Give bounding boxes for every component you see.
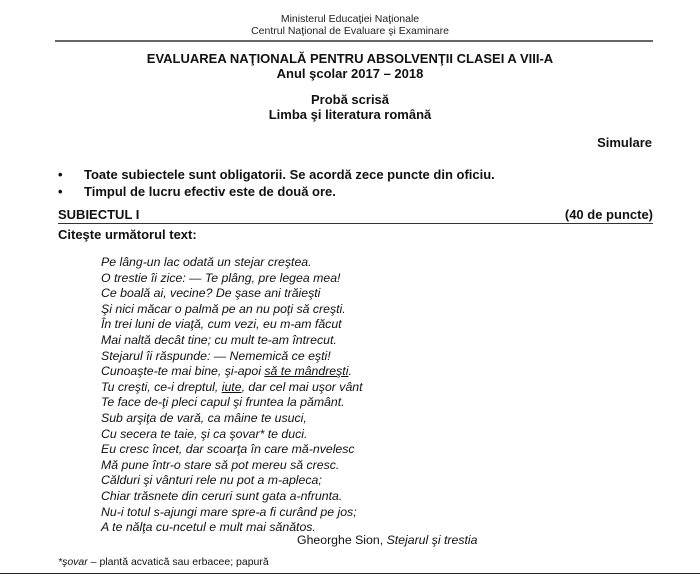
poem-text — [101, 255, 363, 536]
instruction-text: Toate subiectele sunt obligatorii. Se acordă zece puncte din oficiu. — [84, 167, 495, 182]
subject-header — [58, 207, 653, 224]
poem-line-text: , dar cel mai uşor vânt — [241, 379, 363, 394]
bullet-icon: • — [58, 184, 63, 199]
footnote-term: *şovar — [58, 556, 88, 568]
poem-line: Chiar trăsnete din ceruri sunt gata a-nfrunta. — [101, 488, 343, 503]
poem-line-text: . — [348, 364, 352, 379]
poem-line: Sub arşiţa de vară, ca mâine te usuci, — [101, 410, 307, 425]
bullet-icon: • — [58, 167, 63, 182]
subject-label: SUBIECTUL I — [58, 207, 140, 222]
author-name: Gheorghe Sion, — [297, 533, 387, 547]
poem-line: Nu-i totul s-ajungi mare spre-a fi curând pe jos; — [101, 504, 357, 519]
school-year: Anul şcolar 2017 – 2018 — [276, 66, 424, 81]
poem-line: Pe lâng-un lac odată un stejar creştea. — [101, 255, 312, 269]
header-divider — [55, 40, 653, 42]
instructions-list — [58, 166, 495, 200]
poem-line: Eu cresc încet, dar scoarţa în care mă-nvelesc — [101, 442, 355, 457]
poem-line: Stejarul îi răspunde: — Nememică ce eşti! — [101, 348, 331, 363]
poem-line: Te face de-ţi pleci capul şi fruntea la pământ. — [101, 395, 345, 410]
simulation-label: Simulare — [597, 135, 652, 150]
underlined-word: iute — [221, 379, 242, 394]
poem-line-text: Tu creşti, ce-i dreptul, — [101, 379, 222, 394]
poem-line: În trei luni de viaţă, cum vezi, eu m-am făcut — [101, 317, 342, 332]
work-title: Stejarul şi trestia — [386, 533, 478, 547]
exam-title: EVALUAREA NAŢIONALĂ PENTRU ABSOLVENŢII CLASEI A VIII-A — [146, 51, 554, 66]
reading-instruction: Citeşte următorul text: — [58, 227, 197, 242]
underlined-phrase: să te mândreşti — [264, 364, 349, 379]
poem-line: Şi nici măcar o palmă pe an nu poţi să creşti. — [101, 301, 346, 316]
poem-line: O trestie îi zice: — Te plâng, pre legea mea! — [101, 270, 341, 285]
footer-divider — [0, 573, 700, 574]
instruction-item — [58, 183, 495, 200]
poem-line — [101, 380, 363, 396]
poem-source — [297, 533, 477, 547]
poem-line — [101, 364, 363, 380]
poem-line: Mă pune într-o stare să pot mereu să cresc. — [101, 457, 340, 472]
poem-line: A te nălţa cu-ncetul e mult mai sănătos. — [101, 520, 316, 535]
instruction-text: Timpul de lucru efectiv este de două ore. — [84, 184, 336, 199]
ministry-name: Ministerul Educaţiei Naţionale — [280, 13, 420, 25]
poem-line: Cu secera te taie, şi ca şovar* te duci. — [101, 426, 308, 441]
poem-line-text: Cunoaşte-te mai bine, şi-apoi — [101, 364, 265, 379]
subject-points: (40 de puncte) — [564, 207, 653, 222]
center-name: Centrul Naţional de Evaluare şi Examinare — [251, 25, 449, 37]
subject-name: Limba şi literatura română — [268, 107, 432, 122]
poem-line: Ce boală ai, vecine? De şase ani trăieşti — [101, 286, 321, 301]
exam-type: Probă scrisă — [310, 92, 390, 107]
instruction-item — [58, 166, 495, 183]
footnote-definition: – plantă acvatică sau erbacee; papură — [87, 556, 269, 568]
poem-line: Călduri şi vânturi rele nu pot a m-apleca; — [101, 473, 322, 488]
footnote — [58, 556, 269, 568]
poem-line: Mai naltă decât tine; cu mult te-am întrecut. — [101, 332, 337, 347]
